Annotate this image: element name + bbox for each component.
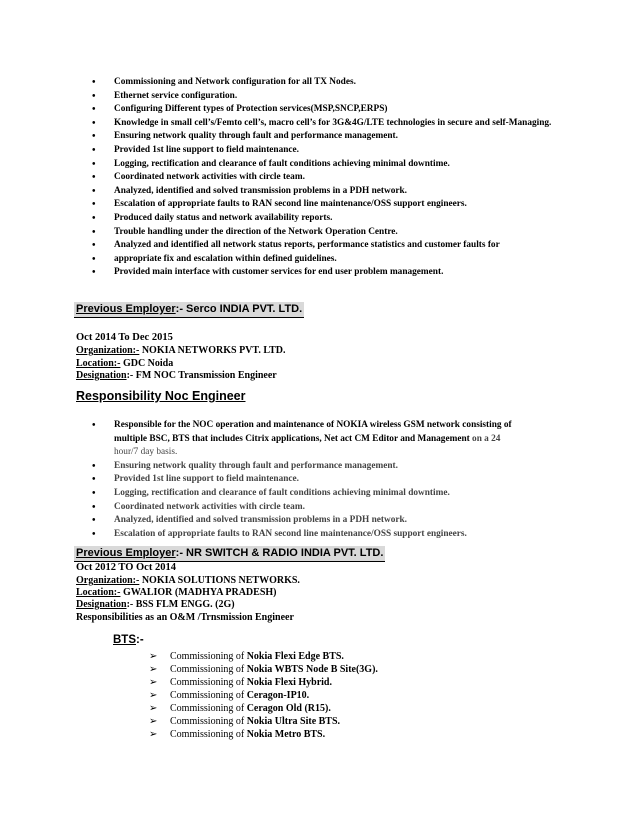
arrow-bullet-icon: ➢	[149, 664, 158, 675]
arrow-bullet-icon: ➢	[149, 651, 158, 662]
bullet-icon: •	[92, 474, 96, 486]
list-item: • Coordinated network activities with circle team.	[92, 501, 305, 513]
list-item: • Provided main interface with customer services for end user problem management.	[92, 267, 444, 279]
list-item: ➢ Commissioning of Nokia Flexi Edge BTS.	[149, 651, 344, 662]
list-item: • Analyzed and identified all network status reports, performance statistics and customer faults for	[92, 240, 500, 252]
designation-2: Designation:- BSS FLM ENGG. (2G)	[76, 599, 235, 610]
responsibilities-line: Responsibilities as an O&M /Trnsmission Engineer	[76, 612, 294, 623]
employment-period-1: Oct 2014 To Dec 2015	[76, 332, 173, 343]
list-item: ➢ Commissioning of Ceragon Old (R15).	[149, 703, 331, 714]
list-item: • Analyzed, identified and solved transmission problems in a PDH network.	[92, 515, 407, 527]
arrow-bullet-icon: ➢	[149, 716, 158, 727]
location-1: Location:- GDC Noida	[76, 358, 174, 369]
bullet-icon: •	[92, 117, 96, 129]
list-item: • Ensuring network quality through fault and performance management.	[92, 131, 398, 143]
list-item: • Logging, rectification and clearance of fault conditions achieving minimal downtime.	[92, 487, 450, 499]
arrow-bullet-icon: ➢	[149, 729, 158, 740]
bts-heading: BTS:-	[113, 634, 144, 646]
responsibility-heading: Responsibility Noc Engineer	[76, 389, 246, 403]
bullet-icon: •	[92, 515, 96, 527]
list-item: ➢ Commissioning of Ceragon-IP10.	[149, 690, 310, 701]
bullet-icon: •	[92, 144, 96, 156]
arrow-bullet-icon: ➢	[149, 677, 158, 688]
location-2: Location:- GWALIOR (MADHYA PRADESH)	[76, 587, 277, 598]
list-item: • Analyzed, identified and solved transmission problems in a PDH network.	[92, 185, 407, 197]
list-item: • Provided 1st line support to field maintenance.	[92, 474, 299, 486]
list-item: • Escalation of appropriate faults to RAN second line maintenance/OSS support engineers.	[92, 528, 467, 540]
list-item: ➢ Commissioning of Nokia Flexi Hybrid.	[149, 677, 332, 688]
bullet-icon: •	[92, 90, 96, 102]
list-item: • Trouble handling under the direction of the Network Operation Centre.	[92, 226, 398, 238]
list-item: • Ensuring network quality through fault and performance management.	[92, 460, 398, 472]
bullet-icon: •	[92, 528, 96, 540]
list-item: • Coordinated network activities with circle team.	[92, 172, 305, 184]
list-item: • appropriate fix and escalation within defined guidelines.	[92, 253, 337, 265]
bullet-icon: •	[92, 104, 96, 116]
bullet-icon: •	[92, 487, 96, 499]
list-item: • Commissioning and Network configuration for all TX Nodes.	[92, 77, 356, 88]
bullet-icon: •	[92, 226, 96, 238]
bullet-icon: •	[92, 501, 96, 513]
bullet-icon: •	[92, 212, 96, 224]
bullet-icon: •	[92, 172, 96, 184]
arrow-bullet-icon: ➢	[149, 690, 158, 701]
list-item: ➢ Commissioning of Nokia Ultra Site BTS.	[149, 716, 341, 727]
bullet-icon: •	[92, 199, 96, 211]
list-item: • Escalation of appropriate faults to RAN second line maintenance/OSS support engineers.	[92, 199, 467, 211]
organization-2: Organization:- NOKIA SOLUTIONS NETWORKS.	[76, 575, 300, 586]
list-item: ➢ Commissioning of Nokia WBTS Node B Site(3G).	[149, 664, 378, 675]
organization-1: Organization:- NOKIA NETWORKS PVT. LTD.	[76, 345, 286, 356]
list-item: • Ethernet service configuration.	[92, 90, 238, 102]
bullet-icon: •	[92, 185, 96, 197]
employer-heading-1: Previous Employer:- Serco INDIA PVT. LTD.	[74, 302, 304, 318]
list-item: • Responsible for the NOC operation and maintenance of NOKIA wireless GSM network consisting of	[92, 420, 512, 431]
duties-list-2	[92, 419, 559, 541]
bullet-icon: •	[92, 253, 96, 265]
list-item: multiple BSC, BTS that includes Citrix applications, Net act CM Editor and Management on a 24	[114, 433, 501, 444]
employer-heading-2: Previous Employer:- NR SWITCH & RADIO INDIA PVT. LTD.	[74, 546, 385, 562]
bullet-icon: •	[92, 460, 96, 472]
list-item: • Logging, rectification and clearance of fault conditions achieving minimal downtime.	[92, 158, 450, 170]
bullet-icon: •	[92, 158, 96, 170]
list-item: • Configuring Different types of Protection services(MSP,SNCP,ERPS)	[92, 104, 388, 116]
bullet-icon: •	[92, 240, 96, 252]
employment-period-2: Oct 2012 TO Oct 2014	[76, 562, 176, 573]
bts-list	[149, 650, 378, 741]
designation-1: Designation:- FM NOC Transmission Engineer	[76, 370, 277, 381]
list-item: ➢ Commissioning of Nokia Metro BTS.	[149, 729, 326, 740]
arrow-bullet-icon: ➢	[149, 703, 158, 714]
list-item: • Provided 1st line support to field maintenance.	[92, 144, 299, 156]
list-item: • Knowledge in small cell’s/Femto cell’s, macro cell’s for 3G&4G/LTE technologies in secure and self-Managing.	[92, 117, 552, 129]
bullet-icon: •	[92, 77, 96, 88]
list-item: hour/7 day basis.	[114, 447, 178, 458]
duties-list-1	[92, 76, 554, 280]
bullet-icon: •	[92, 420, 96, 431]
bullet-icon: •	[92, 267, 96, 279]
list-item: • Produced daily status and network availability reports.	[92, 212, 333, 224]
bullet-icon: •	[92, 131, 96, 143]
